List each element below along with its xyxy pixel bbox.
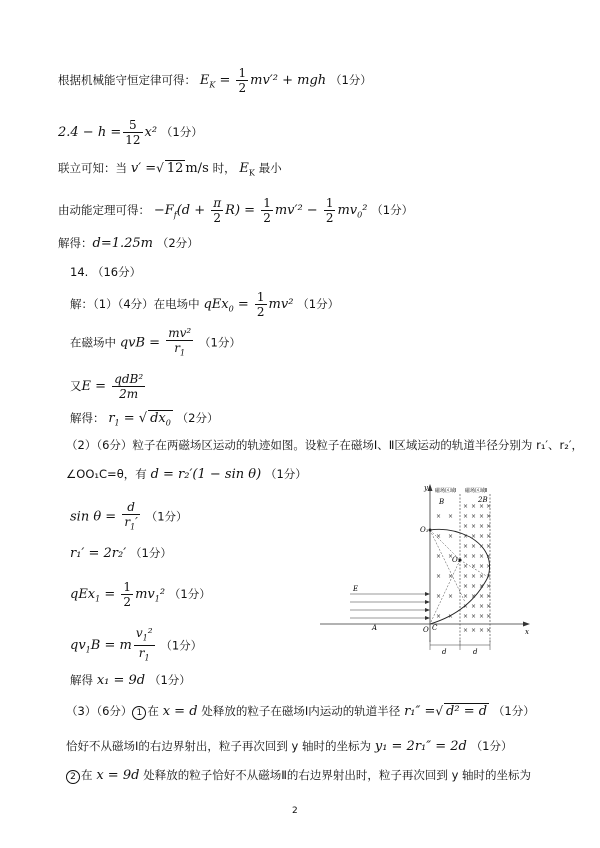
angle-relation-line: ∠OO₁C=θ，有 d = r₂′(1 − sin θ) （1分） <box>66 467 307 482</box>
o2-label: O₂ <box>452 556 461 564</box>
svg-text:×: × <box>471 583 477 590</box>
svg-text:×: × <box>463 583 469 590</box>
svg-text:×: × <box>436 513 442 520</box>
svg-text:×: × <box>436 533 442 540</box>
field-B-label: B <box>439 498 445 506</box>
svg-text:×: × <box>448 613 454 620</box>
svg-text:×: × <box>479 613 485 620</box>
score: （1分） <box>329 73 372 87</box>
region-1-label: 磁场区域Ⅰ <box>435 488 457 494</box>
part-2-intro: （2）（6分）粒子在两磁场区运动的轨迹如图。设粒子在磁场Ⅰ、Ⅱ区域运动的轨道半径分别为 r₁′、r₂′， <box>66 438 583 452</box>
svg-text:×: × <box>471 503 477 510</box>
svg-text:×: × <box>479 503 485 510</box>
svg-text:×: × <box>479 593 485 600</box>
y1-coordinate-line: 恰好不从磁场Ⅰ的右边界射出，粒子再次回到 y 轴时的坐标为 y₁ = 2r₁″ = 2d （1分） <box>66 739 513 754</box>
joint-solution-line: 联立可知：当 v′ =√ 12 m/s 时， $E_K$ 最小 <box>58 161 282 178</box>
svg-text:×: × <box>436 593 442 600</box>
trajectory-equation-line: 2.4 − h = $\frac{5}{12}$ x² （1分） <box>58 118 203 147</box>
x-axis-label: x <box>525 628 529 636</box>
radius-ratio-line: r₁′ = 2r₂′ （1分） <box>70 546 172 561</box>
x1-result-line: 解得 x₁ = 9d （1分） <box>70 673 191 688</box>
kinetic-energy-theorem-line: 由动能定理可得： $-F_f(d$ + $\frac{\pi}{2}$ R) = $\frac{1}{2}$ mv′² − $\frac{1}{2}$ $mv_0^2$ （1分） <box>58 196 414 225</box>
fraction: $\frac{1}{2}$ <box>238 66 247 95</box>
svg-text:×: × <box>479 583 485 590</box>
svg-text:×: × <box>463 593 469 600</box>
width-d-1: d <box>442 648 447 656</box>
sine-relation-line: sin θ = $\frac{d}{r_1'}$ （1分） <box>70 500 188 532</box>
svg-text:×: × <box>463 533 469 540</box>
svg-text:×: × <box>486 553 492 560</box>
svg-text:×: × <box>448 513 454 520</box>
svg-text:×: × <box>479 573 485 580</box>
radius-result-line: 解得： $r_1$ = √ $dx_0$ （2分） <box>70 410 219 432</box>
svg-text:×: × <box>486 603 492 610</box>
svg-text:×: × <box>463 627 469 634</box>
svg-text:×: × <box>463 503 469 510</box>
svg-text:×: × <box>486 513 492 520</box>
text: 根据机械能守恒定律可得： <box>58 73 196 87</box>
svg-text:×: × <box>486 593 492 600</box>
score: （1分） <box>160 125 203 139</box>
svg-text:×: × <box>471 533 477 540</box>
svg-text:×: × <box>448 553 454 560</box>
work-energy-line: qEx$_1$ = $\frac{1}{2}$ $mv_1^2$ （1分） <box>70 580 211 609</box>
svg-text:×: × <box>463 553 469 560</box>
answer-d-line: 解得：d=1.25m （2分） <box>58 236 199 251</box>
svg-text:×: × <box>471 613 477 620</box>
field-2B-label: 2B <box>478 496 488 504</box>
svg-text:×: × <box>471 563 477 570</box>
svg-text:×: × <box>471 603 477 610</box>
field-marks-region-2 <box>463 503 491 634</box>
svg-text:×: × <box>463 563 469 570</box>
svg-text:×: × <box>486 573 492 580</box>
part-3-second-line: 2 在 x = 9d 处释放的粒子恰好不从磁场Ⅱ的右边界射出时，粒子再次回到 y 轴时的坐标为 <box>66 767 531 784</box>
svg-text:×: × <box>448 573 454 580</box>
e-field-label: E <box>353 585 359 593</box>
lorentz-force-line: $qv_1B = m$ $\frac{v_1^2}{r_1}$ （1分） <box>70 626 203 663</box>
point-c-label: C <box>432 624 438 632</box>
fraction: $\frac{5}{12}$ <box>125 118 141 147</box>
formula: $E_K$ = <box>199 73 235 90</box>
electric-field-expression-line: 又E = $\frac{\text{qdB²}}{2m}$ <box>70 372 144 401</box>
svg-text:×: × <box>486 613 492 620</box>
svg-text:×: × <box>471 543 477 550</box>
svg-text:×: × <box>471 553 477 560</box>
svg-text:×: × <box>479 543 485 550</box>
point-a-label: A <box>372 624 378 632</box>
svg-text:×: × <box>448 593 454 600</box>
svg-text:×: × <box>463 513 469 520</box>
circled-number: 2 <box>66 770 80 784</box>
dimension-markers <box>430 640 490 650</box>
svg-text:×: × <box>486 523 492 530</box>
svg-text:×: × <box>463 523 469 530</box>
svg-text:×: × <box>486 533 492 540</box>
svg-text:×: × <box>471 513 477 520</box>
svg-text:×: × <box>436 553 442 560</box>
electric-field-line: 解：（1）（4分）在电场中 qEx$_0$ = $\frac{1}{2}$ mv² （1分） <box>70 290 340 319</box>
electric-field-lines <box>350 594 428 618</box>
question-14-title: 14. （16分） <box>70 265 142 279</box>
svg-text:×: × <box>436 613 442 620</box>
svg-text:×: × <box>486 583 492 590</box>
formula-lhs: 2.4 − h = <box>58 125 122 140</box>
svg-text:×: × <box>471 523 477 530</box>
svg-text:×: × <box>479 627 485 634</box>
svg-text:×: × <box>479 533 485 540</box>
svg-text:×: × <box>479 523 485 530</box>
svg-text:×: × <box>479 513 485 520</box>
svg-text:×: × <box>471 573 477 580</box>
part-3-line: （3）（6分） 1 在 x = d 处释放的粒子在磁场Ⅰ内运动的轨道半径 r₁″ =√ d² = d （1分） <box>66 704 535 719</box>
svg-text:×: × <box>486 503 492 510</box>
y-axis-label: y <box>424 484 428 492</box>
page-number: 2 <box>292 806 298 816</box>
circled-number: 1 <box>132 706 146 720</box>
svg-text:×: × <box>463 543 469 550</box>
svg-text:×: × <box>479 563 485 570</box>
energy-conservation-line: 根据机械能守恒定律可得： $E_K$ = $\frac{1}{2}$ mv′² + mgh （1分） <box>58 66 372 95</box>
svg-text:×: × <box>479 553 485 560</box>
svg-text:×: × <box>471 627 477 634</box>
o1-label: O₁ <box>420 526 429 534</box>
magnetic-field-diagram <box>320 482 535 657</box>
svg-text:×: × <box>463 603 469 610</box>
svg-text:×: × <box>463 573 469 580</box>
svg-text:×: × <box>486 543 492 550</box>
origin-label: O <box>423 626 429 634</box>
magnetic-field-line: 在磁场中 qvB = $\frac{\text{mv²}}{r_1}$ （1分） <box>70 326 241 358</box>
svg-text:×: × <box>486 563 492 570</box>
svg-text:×: × <box>448 533 454 540</box>
region-2-label: 磁场区域Ⅱ <box>465 488 488 494</box>
svg-text:×: × <box>471 593 477 600</box>
svg-text:×: × <box>463 613 469 620</box>
svg-text:×: × <box>486 627 492 634</box>
width-d-2: d <box>473 648 478 656</box>
svg-text:×: × <box>479 603 485 610</box>
svg-text:×: × <box>436 573 442 580</box>
